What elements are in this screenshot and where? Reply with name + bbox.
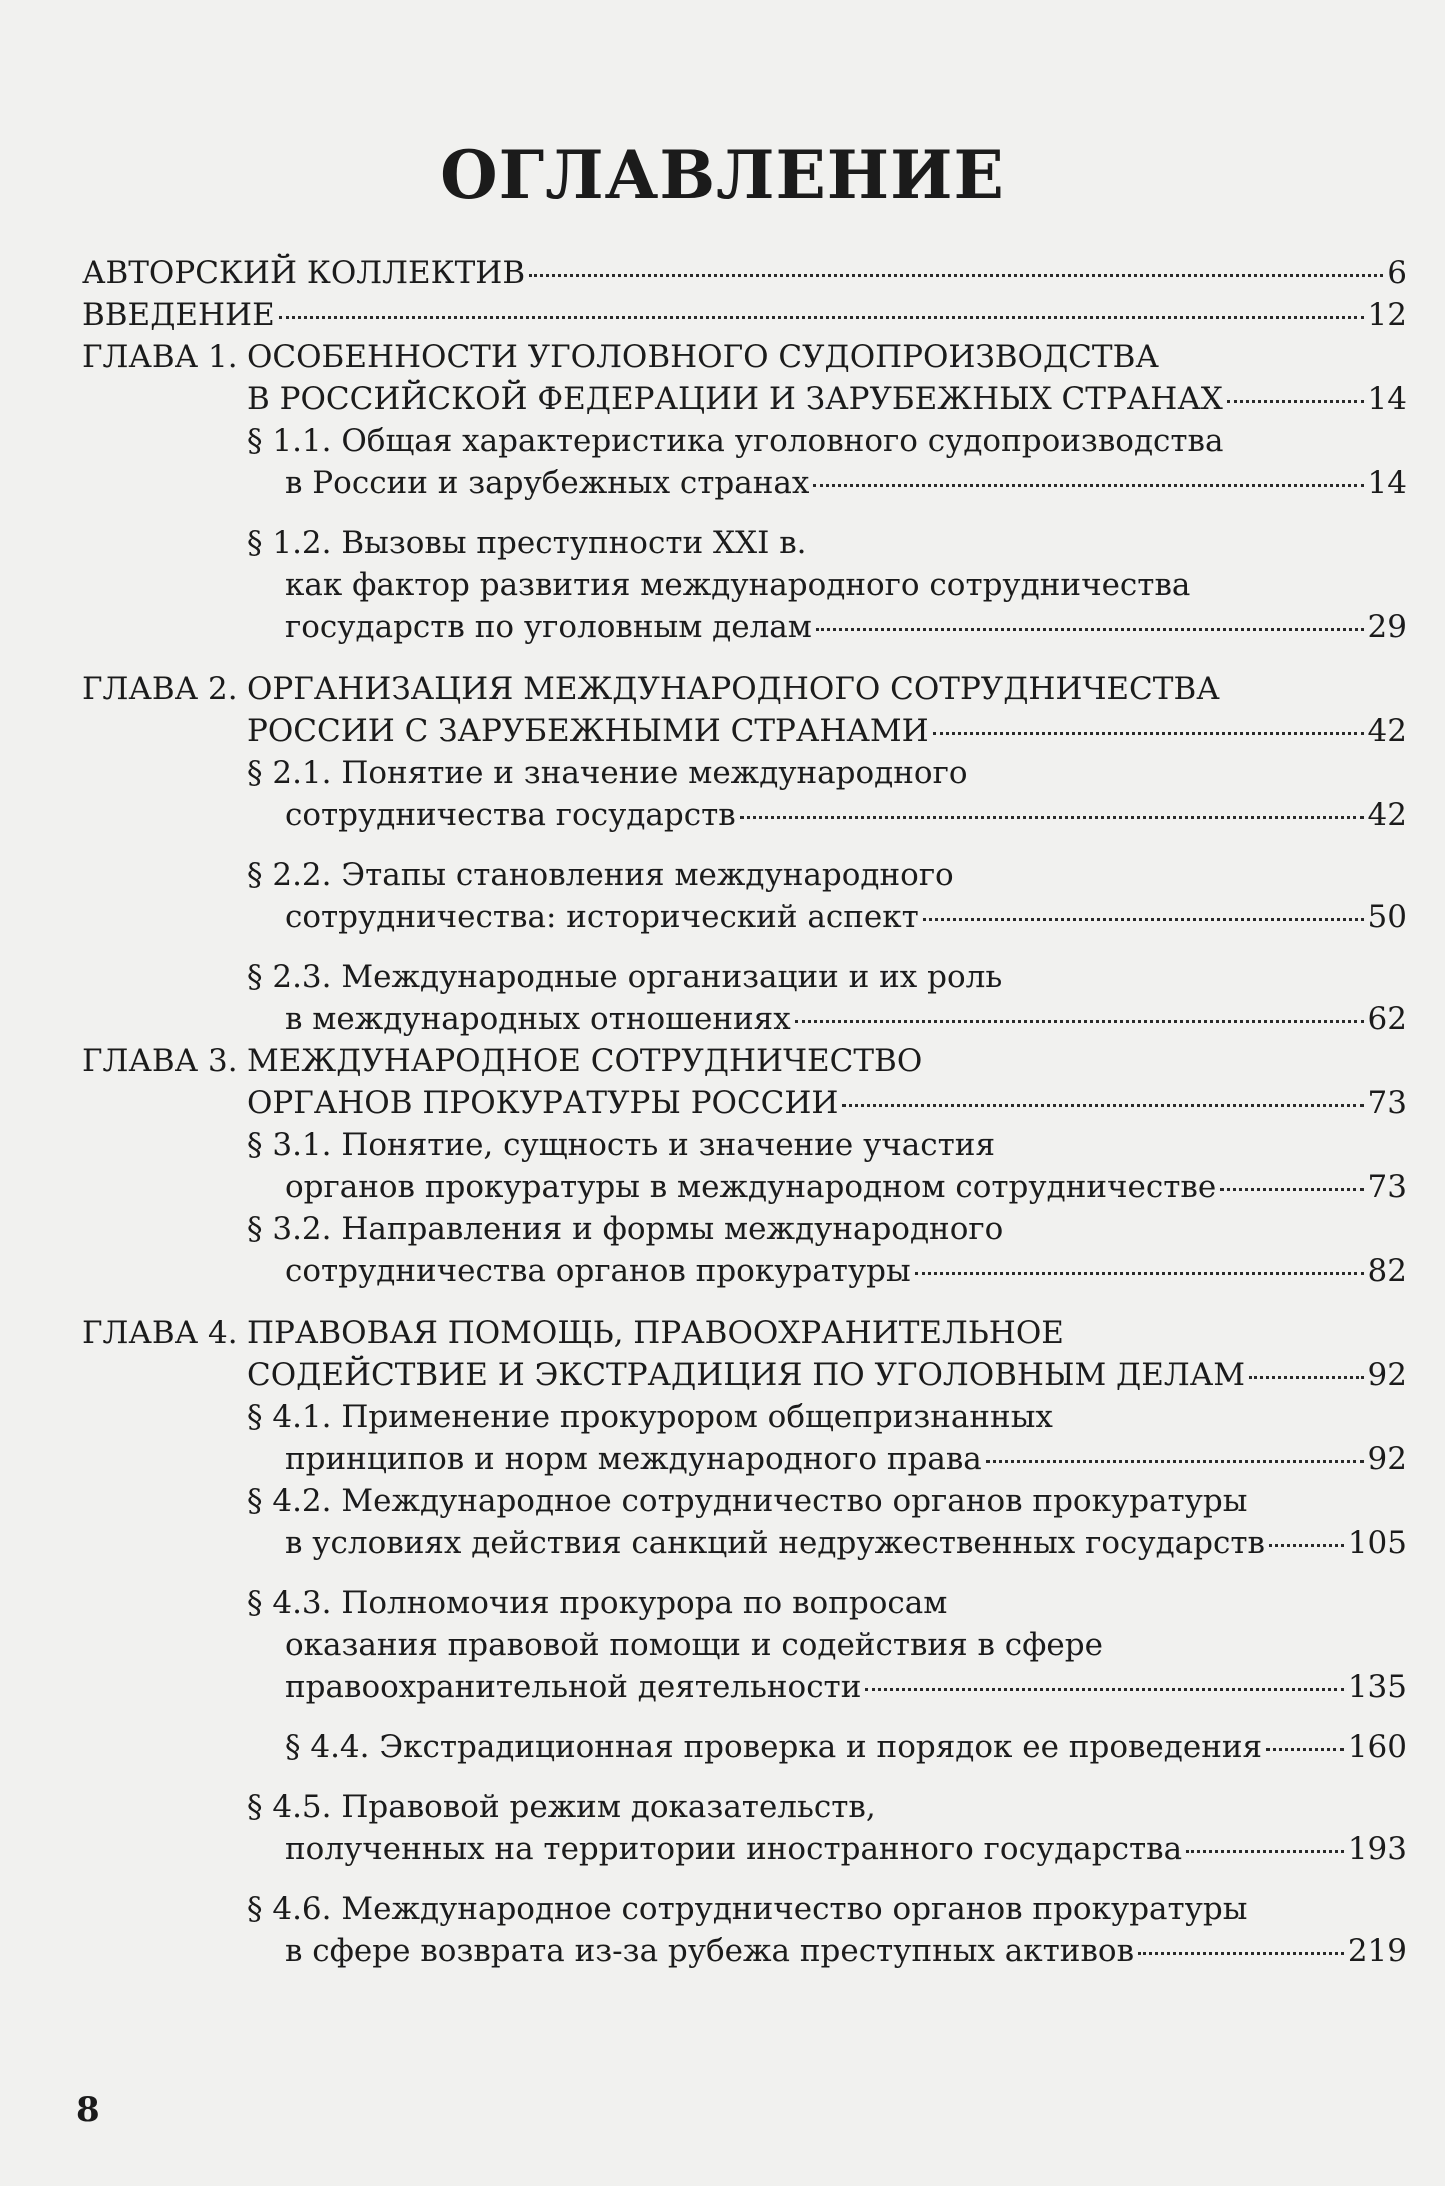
toc-page-number: 160 xyxy=(1347,1729,1407,1765)
toc-section-4-1 xyxy=(247,1396,1407,1480)
chapter-number: ГЛАВА 2. xyxy=(82,671,238,707)
section-title-line: § 3.1. Понятие, сущность и значение участия xyxy=(247,1127,996,1163)
dot-leader xyxy=(1249,1376,1364,1379)
toc-section-4-6 xyxy=(247,1888,1407,1972)
chapter-title-line: ОРГАНИЗАЦИЯ МЕЖДУНАРОДНОГО СОТРУДНИЧЕСТВА xyxy=(247,671,1220,707)
section-title-line: полученных на территории иностранного государства xyxy=(285,1831,1183,1867)
dot-leader xyxy=(740,816,1364,819)
section-title-line: § 4.3. Полномочия прокурора по вопросам xyxy=(247,1585,948,1621)
toc-entry-label: АВТОРСКИЙ КОЛЛЕКТИВ xyxy=(82,255,526,291)
toc-page-number: 219 xyxy=(1347,1933,1407,1969)
section-title-line: оказания правовой помощи и содействия в сфере xyxy=(285,1627,1103,1663)
toc-section-4-3 xyxy=(247,1582,1407,1708)
toc-page-number: 50 xyxy=(1367,899,1407,935)
section-title-line: § 2.2. Этапы становления международного xyxy=(247,857,954,893)
dot-leader xyxy=(933,732,1364,735)
section-title-line: сотрудничества: исторический аспект xyxy=(285,899,919,935)
section-title-line: государств по уголовным делам xyxy=(285,609,812,645)
dot-leader xyxy=(1266,1748,1344,1751)
toc-section-1-1 xyxy=(247,420,1407,504)
dot-leader xyxy=(923,918,1364,921)
toc-section-4-2 xyxy=(247,1480,1407,1564)
dot-leader xyxy=(529,274,1383,277)
section-title-line: § 4.4. Экстрадиционная проверка и порядок ее проведения xyxy=(285,1729,1263,1765)
dot-leader xyxy=(816,628,1364,631)
toc-page-number: 92 xyxy=(1367,1441,1407,1477)
toc-section-2-1 xyxy=(247,752,1407,836)
page-title: ОГЛАВЛЕНИЕ xyxy=(440,136,1005,214)
chapter-number: ГЛАВА 4. xyxy=(82,1315,238,1351)
dot-leader xyxy=(1269,1544,1344,1547)
chapter-title-line: РОССИИ С ЗАРУБЕЖНЫМИ СТРАНАМИ xyxy=(247,713,929,749)
section-title-line: § 4.6. Международное сотрудничество органов прокуратуры xyxy=(247,1891,1248,1927)
chapter-title-line: МЕЖДУНАРОДНОЕ СОТРУДНИЧЕСТВО xyxy=(247,1043,923,1079)
toc-section-3-1 xyxy=(247,1124,1407,1208)
dot-leader xyxy=(915,1272,1364,1275)
toc-section-4-4 xyxy=(247,1726,1407,1768)
section-title-line: органов прокуратуры в международном сотрудничестве xyxy=(285,1169,1217,1205)
section-title-line: § 1.2. Вызовы преступности XXI в. xyxy=(247,525,807,561)
toc-entry-authors xyxy=(82,252,1407,294)
dot-leader xyxy=(1138,1952,1344,1955)
dot-leader xyxy=(279,316,1364,319)
section-title-line: сотрудничества органов прокуратуры xyxy=(285,1253,911,1289)
toc-entry-introduction xyxy=(82,294,1407,336)
chapter-title-line: ОСОБЕННОСТИ УГОЛОВНОГО СУДОПРОИЗВОДСТВА xyxy=(247,339,1159,375)
chapter-number: ГЛАВА 1. xyxy=(82,339,238,375)
toc-page-number: 14 xyxy=(1367,465,1407,501)
table-of-contents xyxy=(82,252,1407,1972)
toc-section-3-2 xyxy=(247,1208,1407,1292)
dot-leader xyxy=(986,1460,1364,1463)
toc-page-number: 135 xyxy=(1347,1669,1407,1705)
section-title-line: правоохранительной деятельности xyxy=(285,1669,862,1705)
dot-leader xyxy=(1186,1850,1344,1853)
toc-chapter-3 xyxy=(82,1040,1407,1124)
chapter-title-line: ПРАВОВАЯ ПОМОЩЬ, ПРАВООХРАНИТЕЛЬНОЕ xyxy=(247,1315,1064,1351)
dot-leader xyxy=(1220,1188,1363,1191)
toc-page-number: 193 xyxy=(1347,1831,1407,1867)
toc-chapter-1 xyxy=(82,336,1407,420)
section-title-line: § 1.1. Общая характеристика уголовного судопроизводства xyxy=(247,423,1224,459)
toc-section-1-2 xyxy=(247,522,1407,648)
dot-leader xyxy=(865,1688,1343,1691)
toc-entry-label: ВВЕДЕНИЕ xyxy=(82,297,275,333)
dot-leader xyxy=(795,1020,1364,1023)
section-title-line: § 4.5. Правовой режим доказательств, xyxy=(247,1789,876,1825)
toc-page-number: 42 xyxy=(1367,713,1407,749)
toc-page-number: 92 xyxy=(1367,1357,1407,1393)
section-title-line: сотрудничества государств xyxy=(285,797,736,833)
section-title-line: в условиях действия санкций недружественных государств xyxy=(285,1525,1265,1561)
toc-page-number: 6 xyxy=(1387,255,1407,291)
section-title-line: § 4.2. Международное сотрудничество органов прокуратуры xyxy=(247,1483,1248,1519)
dot-leader xyxy=(813,484,1363,487)
toc-section-4-5 xyxy=(247,1786,1407,1870)
section-title-line: в сфере возврата из-за рубежа преступных активов xyxy=(285,1933,1135,1969)
toc-section-2-2 xyxy=(247,854,1407,938)
page-number: 8 xyxy=(76,2090,100,2130)
section-title-line: § 4.1. Применение прокурором общепризнанных xyxy=(247,1399,1053,1435)
chapter-title-line: СОДЕЙСТВИЕ И ЭКСТРАДИЦИЯ ПО УГОЛОВНЫМ ДЕЛАМ xyxy=(247,1357,1245,1393)
section-title-line: в международных отношениях xyxy=(285,1001,791,1037)
toc-page-number: 73 xyxy=(1367,1085,1407,1121)
section-title-line: § 2.1. Понятие и значение международного xyxy=(247,755,968,791)
toc-chapter-2 xyxy=(82,668,1407,752)
section-title-line: в России и зарубежных странах xyxy=(285,465,810,501)
toc-page-number: 12 xyxy=(1367,297,1407,333)
toc-page-number: 42 xyxy=(1367,797,1407,833)
toc-page-number: 14 xyxy=(1367,381,1407,417)
toc-page-number: 73 xyxy=(1367,1169,1407,1205)
toc-section-2-3 xyxy=(247,956,1407,1040)
chapter-title-line: ОРГАНОВ ПРОКУРАТУРЫ РОССИИ xyxy=(247,1085,839,1121)
toc-chapter-4 xyxy=(82,1312,1407,1396)
dot-leader xyxy=(842,1104,1363,1107)
section-title-line: § 3.2. Направления и формы международного xyxy=(247,1211,1004,1247)
chapter-title-line: В РОССИЙСКОЙ ФЕДЕРАЦИИ И ЗАРУБЕЖНЫХ СТРАНАХ xyxy=(247,381,1223,417)
toc-page-number: 62 xyxy=(1367,1001,1407,1037)
toc-page-number: 105 xyxy=(1347,1525,1407,1561)
section-title-line: принципов и норм международного права xyxy=(285,1441,982,1477)
section-title-line: § 2.3. Международные организации и их роль xyxy=(247,959,1003,995)
dot-leader xyxy=(1227,400,1364,403)
chapter-number: ГЛАВА 3. xyxy=(82,1043,238,1079)
toc-page-number: 82 xyxy=(1367,1253,1407,1289)
toc-page-number: 29 xyxy=(1367,609,1407,645)
section-title-line: как фактор развития международного сотрудничества xyxy=(285,567,1191,603)
